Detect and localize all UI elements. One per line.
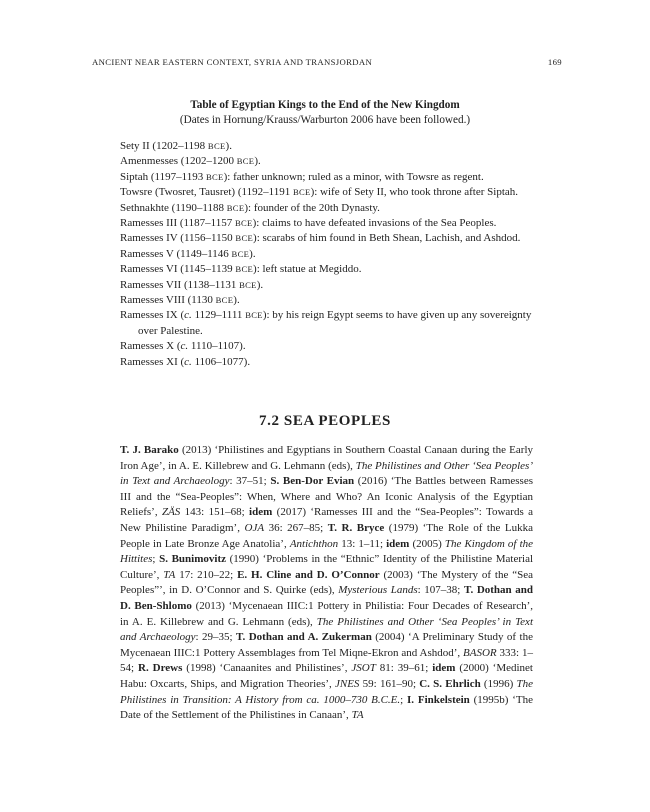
king-entry: Sety II (1202–1198 BCE). bbox=[120, 140, 232, 152]
circa-label: c. bbox=[184, 309, 192, 322]
bib-title: Antichthon bbox=[289, 537, 339, 550]
king-note: . bbox=[229, 140, 232, 152]
king-note: . bbox=[258, 155, 261, 168]
king-years: 1130 bbox=[191, 294, 213, 307]
king-years: 1190–1188 bbox=[175, 201, 224, 214]
bib-author: R. Drews bbox=[138, 662, 183, 675]
king-entry: Ramesses III (1187–1157 BCE): claims to have defeated invasions of the Sea Peoples. bbox=[120, 217, 497, 230]
king-name: Sety II bbox=[120, 140, 150, 152]
era-label: BCE bbox=[239, 279, 257, 290]
king-name: Siptah bbox=[120, 170, 149, 183]
page-number: 169 bbox=[547, 57, 562, 67]
bib-text: (2000) ‘Medinet Habu: Oxcarts, Ships, and Migration Theories’, bbox=[120, 662, 533, 690]
king-note: : left statue at Megiddo. bbox=[256, 263, 362, 276]
king-years: 1156–1150 bbox=[183, 232, 233, 245]
king-name: Ramesses VII bbox=[120, 278, 182, 291]
king-name: Ramesses V bbox=[120, 247, 174, 260]
bib-text: 36: 267–85; bbox=[264, 521, 328, 534]
king-years: 1145–1139 bbox=[183, 263, 233, 276]
king-name: Ramesses IX bbox=[120, 309, 178, 322]
bib-title: OJA bbox=[244, 521, 265, 534]
king-years: 1106–1077 bbox=[194, 355, 244, 368]
bib-text: : 107–38; bbox=[417, 584, 464, 597]
bib-text: ; bbox=[400, 693, 408, 706]
king-entry: Ramesses VI (1145–1139 BCE): left statue at Megiddo. bbox=[120, 263, 362, 276]
king-entry: Ramesses VIII (1130 BCE). bbox=[120, 294, 240, 307]
bib-text: 333: 1–54; bbox=[120, 646, 533, 675]
bib-title: BASOR bbox=[463, 646, 497, 659]
bib-title: TA bbox=[351, 709, 364, 722]
king-note: ). bbox=[239, 340, 246, 353]
king-name: Ramesses VI bbox=[120, 263, 178, 276]
era-label: BCE bbox=[236, 156, 255, 167]
era-label: BCE bbox=[235, 264, 254, 275]
king-entry: Ramesses V (1149–1146 BCE). bbox=[120, 247, 256, 260]
bib-text: (2003) ‘The Mystery of the “Sea Peoples”’, in D. O’Connor and S. Quirke (eds), bbox=[120, 568, 533, 597]
bib-text: (2004) ‘A Preliminary Study of the Mycenaean IIIC:1 Pottery Assemblages from Tel Miqne-Ekron and Ashdod’, bbox=[120, 631, 533, 659]
bib-title: The Philistines and Other ‘Sea Peoples’ in Text and Archaeology bbox=[120, 615, 533, 644]
bib-text: ; bbox=[152, 553, 160, 566]
bib-author: idem bbox=[386, 537, 410, 550]
bib-author: idem bbox=[432, 662, 456, 675]
era-label: BCE bbox=[234, 218, 253, 229]
king-note: . bbox=[252, 247, 256, 260]
king-entry: Ramesses VII (1138–1131 BCE). bbox=[120, 278, 264, 291]
king-entry: Ramesses IV (1156–1150 BCE): scarabs of him found in Beth Shean, Lachish, and Ashdod. bbox=[120, 232, 521, 245]
bib-text: (1998) ‘Canaanites and Philistines’, bbox=[182, 662, 352, 675]
bib-text: 17: 210–22; bbox=[175, 568, 238, 581]
king-years: 1197–1193 bbox=[154, 170, 204, 183]
king-note: . bbox=[236, 294, 240, 307]
kings-list bbox=[120, 139, 532, 370]
era-label: BCE bbox=[292, 187, 311, 198]
bib-author: T. Dothan and D. Ben-Shlomo bbox=[120, 584, 534, 612]
king-name: Amenmesses bbox=[120, 155, 179, 168]
table-title: Table of Egyptian Kings to the End of the New Kingdom bbox=[190, 99, 460, 111]
king-entry: Ramesses X (c. 1110–1107). bbox=[120, 340, 246, 353]
king-name: Ramesses III bbox=[120, 217, 178, 230]
table-subtitle: (Dates in Hornung/Krauss/Warburton 2006 have been followed.) bbox=[179, 114, 471, 126]
bib-text: (2013) ‘Philistines and Egyptians in Southern Coastal Canaan during the Early Iron Age’, in A. E. Killebrew and G. Lehmann (eds), bbox=[120, 444, 533, 472]
bib-title: Mysterious Lands bbox=[338, 584, 418, 597]
king-name: Ramesses X bbox=[120, 340, 175, 353]
era-label: BCE bbox=[205, 171, 224, 182]
circa-label: c. bbox=[184, 355, 192, 368]
era-label: BCE bbox=[207, 141, 226, 151]
king-note: : wife of Sety II, who took throne after Siptah. bbox=[314, 186, 519, 199]
bib-text: (2017) ‘Ramesses III and the “Sea-Peoples”: Towards a New Philistine Paradigm’, bbox=[120, 506, 533, 534]
king-name: Sethnakhte bbox=[120, 201, 169, 214]
bib-text: 13: 1–11; bbox=[338, 537, 387, 550]
bib-text: (2016) ‘The Battles between Ramesses III and the “Sea-Peoples”: When, Where and Who? An Iconic Analysis of the Egyptian Reliefs’, bbox=[120, 475, 533, 519]
king-years: 1129–1111 bbox=[194, 309, 243, 322]
bib-title: The Philistines and Other ‘Sea Peoples’ in Text and Archaeology bbox=[120, 459, 533, 488]
king-years: 1187–1157 bbox=[183, 217, 233, 230]
section-heading: 7.2 SEA PEOPLES bbox=[259, 413, 391, 429]
bibliography-paragraph bbox=[120, 443, 533, 724]
bib-title: JSOT bbox=[351, 662, 376, 675]
bib-text: 81: 39–61; bbox=[375, 662, 433, 675]
king-note: ). bbox=[243, 355, 251, 368]
king-name: Ramesses IV bbox=[120, 232, 178, 245]
bib-text: : 37–51; bbox=[229, 475, 271, 488]
king-note: : father unknown; ruled as a minor, with Towsre as regent. bbox=[227, 170, 484, 183]
king-years: 1202–1198 bbox=[156, 140, 206, 152]
king-entry: Sethnakhte (1190–1188 BCE): founder of the 20th Dynasty. bbox=[120, 201, 380, 214]
bib-text: (1995b) ‘The Date of the Settlement of the Philistines in Canaan’, bbox=[120, 693, 533, 722]
king-entry: Ramesses IX (c. 1129–1111 BCE): by his reign Egypt seems to have given up any sovereignty over Palestine. bbox=[120, 309, 532, 337]
era-label: BCE bbox=[235, 233, 254, 244]
king-years: 1138–1131 bbox=[187, 278, 237, 291]
bib-title: The Kingdom of the Hittites bbox=[120, 537, 534, 566]
bib-text: : 29–35; bbox=[195, 631, 237, 644]
circa-label: c. bbox=[180, 340, 189, 353]
bib-text: (2005) bbox=[409, 537, 445, 550]
king-years: 1110–1107 bbox=[190, 340, 240, 353]
king-note: . bbox=[260, 278, 264, 291]
king-note: : by his reign Egypt seems to have given up any sovereignty over Palestine. bbox=[138, 309, 532, 337]
king-name: Ramesses XI bbox=[120, 355, 178, 368]
bib-author: T. J. Barako bbox=[120, 444, 179, 456]
bib-text: 143: 151–68; bbox=[180, 506, 250, 519]
bib-title: JNES bbox=[334, 677, 360, 690]
king-entry: Ramesses XI (c. 1106–1077). bbox=[120, 355, 251, 368]
era-label: BCE bbox=[231, 248, 250, 259]
bib-author: T. R. Bryce bbox=[327, 521, 385, 534]
king-note: : scarabs of him found in Beth Shean, Lachish, and Ashdod. bbox=[256, 232, 521, 245]
bib-text: (1979) ‘The Role of the Lukka People in Late Bronze Age Anatolia’, bbox=[120, 521, 534, 550]
bib-author: S. Bunimovitz bbox=[159, 553, 226, 566]
king-name: Ramesses VIII bbox=[120, 294, 185, 307]
bib-text: (1990) ‘Problems in the “Ethnic” Identity of the Philistine Material Culture’, bbox=[120, 553, 534, 581]
king-entry: Siptah (1197–1193 BCE): father unknown; ruled as a minor, with Towsre as regent. bbox=[120, 170, 484, 183]
bib-text: (1996) bbox=[480, 677, 517, 690]
era-label: BCE bbox=[245, 310, 263, 321]
bib-text: (2013) ‘Mycenaean IIIC:1 Pottery in Philistia: Four Decades of Research’, in A. E. Killebrew and G. Lehmann (eds), bbox=[120, 599, 533, 628]
era-label: BCE bbox=[226, 202, 245, 213]
bib-author: S. Ben-Dor Evian bbox=[270, 475, 355, 488]
king-years: 1202–1200 bbox=[184, 155, 234, 168]
bib-text: 59: 161–90; bbox=[359, 677, 420, 690]
king-note: : founder of the 20th Dynasty. bbox=[248, 201, 380, 214]
running-head-title: ANCIENT NEAR EASTERN CONTEXT, SYRIA AND TRANSJORDAN bbox=[92, 57, 373, 67]
bib-author: C. S. Ehrlich bbox=[419, 677, 481, 690]
king-entry: Towsre (Twosret, Tausret) (1192–1191 BCE): wife of Sety II, who took throne after Siptah. bbox=[120, 186, 519, 199]
king-years: 1149–1146 bbox=[180, 247, 229, 260]
bib-title: ZÄS bbox=[161, 506, 181, 519]
bib-author: I. Finkelstein bbox=[407, 693, 470, 706]
king-years: 1192–1191 bbox=[241, 186, 291, 199]
king-note: : claims to have defeated invasions of the Sea Peoples. bbox=[256, 217, 497, 230]
king-entry: Amenmesses (1202–1200 BCE). bbox=[120, 155, 261, 168]
bib-author: E. H. Cline and D. O’Connor bbox=[237, 568, 380, 581]
bib-title: The Philistines in Transition: A History from ca. 1000–730 B.C.E. bbox=[120, 677, 533, 706]
bib-title: TA bbox=[163, 568, 176, 581]
era-label: BCE bbox=[215, 295, 234, 306]
bib-author: T. Dothan and A. Zukerman bbox=[236, 631, 372, 644]
running-head bbox=[92, 57, 562, 71]
king-name: Towsre (Twosret, Tausret) bbox=[120, 186, 236, 199]
bib-author: idem bbox=[249, 506, 273, 519]
